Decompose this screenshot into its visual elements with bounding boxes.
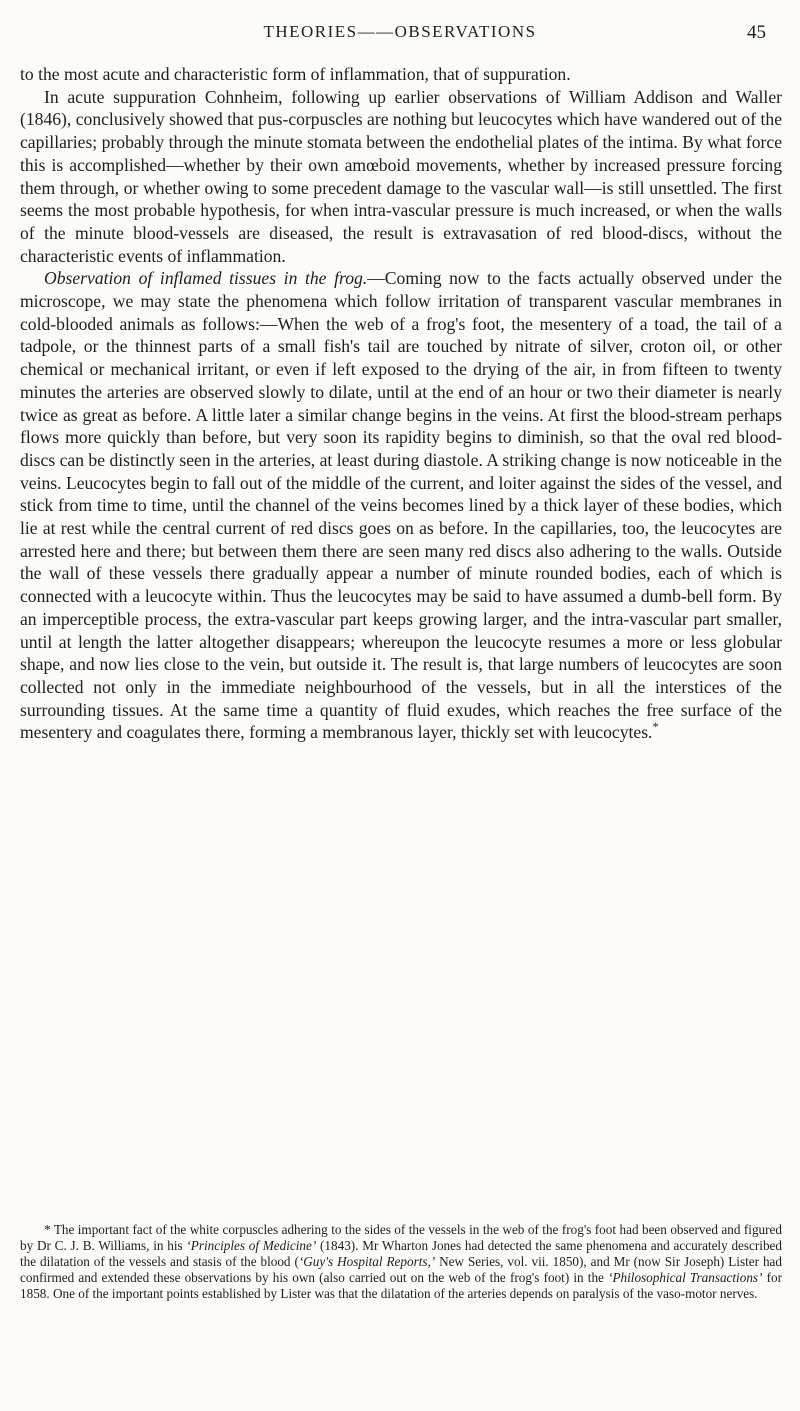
body-text — [20, 63, 782, 744]
footnote-text-b: (1843). Mr Wharton Jones had detected the same phenomena and accurately described the dilatation of the vessels and stasis of the blood ( — [20, 1238, 782, 1270]
paragraph-frog-text: —Coming now to the facts actually observed under the microscope, we may state the phenomena which follow irritation of transparent vascular membranes in cold-blooded animals as follows:—When the web of a frog's foot, the mesentery of a toad, the tail of a tadpole, or the thinnest parts of a small fish's tail are touched by nitrate of silver, croton oil, or other chemical or mechanical irritant, or even if left exposed to the drying of the air, in from fifteen to twenty minutes the arteries are observed slowly to dilate, until at the end of an hour or two their diameter is nearly twice as great as before. A little later a similar change begins in the veins. At first the blood-stream perhaps flows more quickly than before, but very soon its rapidity begins to diminish, so that the oval red blood-discs can be distinctly seen in the arteries, at least during diastole. A striking change is now noticeable in the veins. Leucocytes begin to fall out of the middle of the current, and loiter against the sides of the vessel, and stick from time to time, until the channel of the veins becomes lined by a thick layer of these bodies, which lie at rest while the central current of red discs goes on as before. In the capillaries, too, the leucocytes are arrested here and there; but between them there are seen many red discs also adhering to the walls. Outside the wall of these vessels there gradually appear a number of minute rounded bodies, each of which is connected with a leucocyte within. Thus the leucocytes may be said to have assumed a dumb-bell form. By an imperceptible process, the extra-vascular part keeps growing larger, and the intra-vascular part smaller, until at length the latter altogether disappears; whereupon the leucocyte resumes a more or less globular shape, and now lies close to the vein, but outside it. The result is, that large numbers of leucocytes are soon collected not only in the immediate neighbourhood of the vessels, but in all the interstices of the surrounding tissues. At the same time a quantity of fluid exudes, which reaches the free surface of the mesentery and coagulates there, forming a membranous layer, thickly set with leucocytes. — [20, 268, 782, 743]
section-side-heading: Observation of inflamed tissues in the frog. — [44, 268, 368, 289]
footnote-marker: * — [44, 1222, 51, 1237]
footnote-title-philosophical: ‘Philosophical Transactions’ — [608, 1270, 763, 1286]
footnote-title-guys: ‘Guy's Hospital Reports,’ — [298, 1254, 436, 1270]
page-number: 45 — [747, 22, 766, 43]
footnote-text-d: for 1858. One of the important points established by Lister was that the dilatation of the arteries depends on paralysis of the vaso-motor nerves. — [20, 1270, 782, 1302]
paragraph-frog-observation — [20, 267, 782, 744]
footnote-text-a: The important fact of the white corpuscles adhering to the sides of the vessels in the web of the frog's foot had been observed and figured by Dr C. J. B. Williams, in his — [20, 1222, 782, 1254]
running-head: THEORIES——OBSERVATIONS — [263, 22, 537, 41]
page-header — [0, 22, 800, 52]
footnote — [20, 1222, 782, 1302]
footnote-reference-marker: * — [652, 720, 659, 735]
paragraph-acute-suppuration: In acute suppuration Cohnheim, following up earlier observations of William Addison and Waller (1846), conclusively showed that pus-corpuscles are nothing but leucocytes which have wandered out of the capillaries; probably through the minute stomata between the endothelial plates of the intima. By what force this is accomplished—whether by their own amœboid movements, whether by increased pressure forcing them through, or whether owing to some precedent damage to the vascular wall—is still unsettled. The first seems the most probable hypothesis, for when intra-vascular pressure is much increased, or when the walls of the minute blood-vessels are diseased, the result is extravasation of red blood-discs, without the characteristic events of inflammation. — [20, 86, 782, 266]
footnote-text-c: New Series, vol. vii. 1850), and Mr (now Sir Joseph) Lister had confirmed and extended these observations by his own (also carried out on the web of the frog's foot) in the — [20, 1254, 782, 1286]
paragraph-continuation: to the most acute and characteristic form of inflammation, that of suppuration. — [20, 64, 571, 84]
footnote-title-principles: ‘Principles of Medicine’ — [186, 1238, 317, 1254]
